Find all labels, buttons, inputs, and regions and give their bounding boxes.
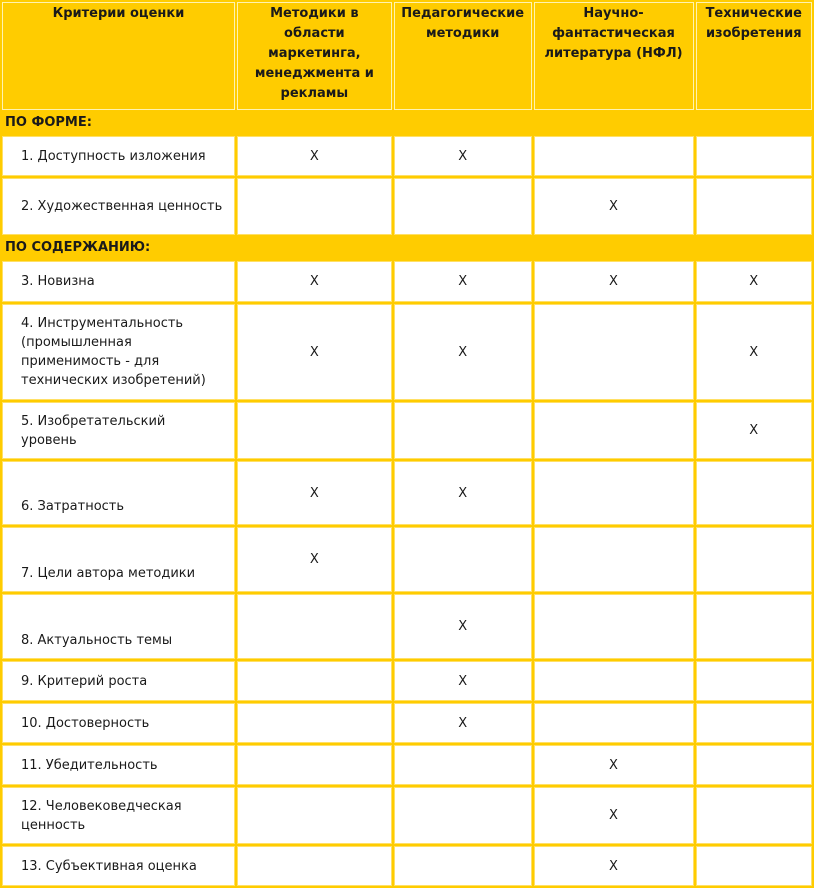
header-row (2, 2, 812, 110)
table-row (2, 527, 812, 592)
row-label: 5. Изобретательский уровень (2, 402, 235, 459)
row-mark (696, 527, 813, 592)
row-mark: X (534, 745, 694, 785)
row-mark: X (394, 136, 532, 176)
row-label: 4. Инструментальность (промышленная применимость - для технических изобретений) (2, 304, 235, 400)
row-mark (534, 594, 694, 659)
row-mark: X (534, 787, 694, 844)
table-row (2, 594, 812, 659)
row-mark (534, 661, 694, 701)
row-mark: X (237, 461, 392, 525)
row-mark: X (394, 461, 532, 525)
row-mark: X (394, 661, 532, 701)
row-mark (237, 661, 392, 701)
row-mark: X (394, 594, 532, 659)
row-mark (534, 527, 694, 592)
row-mark (696, 661, 813, 701)
row-label: 6. Затратность (2, 461, 235, 525)
row-mark (237, 402, 392, 459)
row-mark (534, 703, 694, 743)
row-mark (696, 745, 813, 785)
table-row (2, 304, 812, 400)
section-form-label: ПО ФОРМЕ: (2, 112, 812, 134)
row-mark (237, 787, 392, 844)
row-label: 3. Новизна (2, 261, 235, 302)
row-mark: X (696, 261, 813, 302)
row-mark (237, 703, 392, 743)
table-row (2, 846, 812, 886)
table-row (2, 136, 812, 176)
row-mark (237, 745, 392, 785)
row-mark (534, 136, 694, 176)
row-mark (696, 787, 813, 844)
row-mark (534, 402, 694, 459)
row-mark: X (237, 527, 392, 592)
row-mark (534, 304, 694, 400)
row-label: 8. Актуальность темы (2, 594, 235, 659)
row-mark: X (237, 261, 392, 302)
row-mark (237, 178, 392, 235)
row-mark (534, 461, 694, 525)
row-label: 13. Субъективная оценка (2, 846, 235, 886)
row-label: 2. Художественная ценность (2, 178, 235, 235)
row-mark: X (534, 261, 694, 302)
row-mark (696, 594, 813, 659)
row-mark: X (696, 304, 813, 400)
row-mark (394, 787, 532, 844)
header-marketing-methods: Методики в области маркетинга, менеджмента и рекламы (237, 2, 392, 110)
section-row-form (2, 112, 812, 134)
row-mark (696, 136, 813, 176)
row-mark: X (394, 261, 532, 302)
row-mark: X (237, 136, 392, 176)
row-mark (394, 846, 532, 886)
row-label: 7. Цели автора методики (2, 527, 235, 592)
table-row (2, 661, 812, 701)
row-mark: X (534, 178, 694, 235)
section-content-label: ПО СОДЕРЖАНИЮ: (2, 237, 812, 259)
row-mark (696, 461, 813, 525)
row-mark: X (237, 304, 392, 400)
row-mark (237, 594, 392, 659)
table-row (2, 402, 812, 459)
row-mark (394, 527, 532, 592)
row-mark (394, 402, 532, 459)
row-mark (237, 846, 392, 886)
row-label: 9. Критерий роста (2, 661, 235, 701)
table-row (2, 745, 812, 785)
row-mark (394, 745, 532, 785)
section-row-content (2, 237, 812, 259)
row-mark (394, 178, 532, 235)
row-mark: X (534, 846, 694, 886)
row-mark: X (394, 304, 532, 400)
row-label: 11. Убедительность (2, 745, 235, 785)
row-label: 12. Человековедческая ценность (2, 787, 235, 844)
table-row (2, 703, 812, 743)
table-row (2, 261, 812, 302)
header-science-fiction: Научно-фантастическая литература (НФЛ) (534, 2, 694, 110)
row-label: 10. Достоверность (2, 703, 235, 743)
header-criteria: Критерии оценки (2, 2, 235, 110)
header-technical-inventions: Технические изобретения (696, 2, 813, 110)
row-mark: X (394, 703, 532, 743)
row-mark (696, 703, 813, 743)
row-label: 1. Доступность изложения (2, 136, 235, 176)
table-row (2, 178, 812, 235)
row-mark: X (696, 402, 813, 459)
row-mark (696, 846, 813, 886)
header-pedagogical-methods: Педагогические методики (394, 2, 532, 110)
table-row (2, 787, 812, 844)
row-mark (696, 178, 813, 235)
table-row (2, 461, 812, 525)
